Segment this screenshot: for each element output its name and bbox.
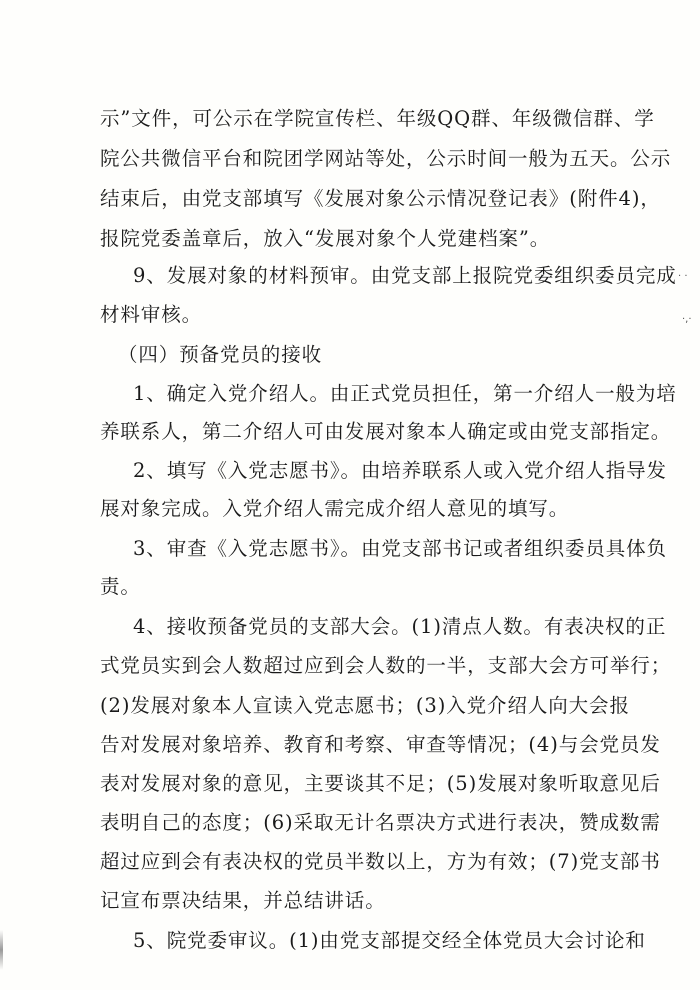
section-heading: （四）预备党员的接收 [118, 343, 323, 366]
paragraph-first-line: 4、接收预备党员的支部大会。(1)清点人数。有表决权的正 [133, 615, 667, 638]
text-line: 责。 [100, 575, 141, 598]
text-line: 展对象完成。入党介绍人需完成介绍人意见的填写。 [100, 497, 570, 520]
scan-edge-shadow [0, 930, 3, 970]
paragraph-first-line: 9、发展对象的材料预审。由党支部上报院党委组织委员完成 [133, 264, 677, 287]
text-line: 表对发展对象的意见，主要谈其不足；(5)发展对象听取意见后 [100, 772, 661, 795]
text-line: 记宣布票决结果，并总结讲话。 [100, 889, 386, 912]
text-line: 院公共微信平台和院团学网站等处，公示时间一般为五天。公示 [100, 147, 672, 170]
text-line: 示”文件，可公示在学院宣传栏、年级QQ群、年级微信群、学 [100, 107, 655, 130]
text-line: 超过应到会有表决权的党员半数以上，方为有效；(7)党支部书 [100, 850, 661, 873]
text-line: 结束后，由党支部填写《发展对象公示情况登记表》(附件4)， [100, 187, 661, 210]
paragraph-first-line: 5、院党委审议。(1)由党支部提交经全体党员大会讨论和 [133, 929, 646, 952]
text-line: 式党员实到会人数超过应到会人数的一半，支部大会方可举行； [100, 654, 672, 677]
text-line: 养联系人，第二介绍人可由发展对象本人确定或由党支部指定。 [100, 420, 672, 443]
scan-speck: ·,· [682, 314, 692, 325]
scan-speck: · · [678, 271, 688, 282]
text-line: 材料审核。 [100, 303, 203, 326]
text-line: (2)发展对象本人宣读入党志愿书；(3)入党介绍人向大会报 [100, 694, 630, 717]
text-line: 报院党委盖章后，放入“发展对象个人党建档案”。 [100, 227, 551, 250]
paragraph-first-line: 3、审查《入党志愿书》。由党支部书记或者组织委员具体负 [133, 537, 667, 560]
paragraph-first-line: 1、确定入党介绍人。由正式党员担任，第一介绍人一般为培 [133, 382, 677, 405]
paragraph-first-line: 2、填写《入党志愿书》。由培养联系人或入党介绍人指导发 [133, 459, 667, 482]
text-line: 表明自己的态度；(6)采取无计名票决方式进行表决，赞成数需 [100, 811, 661, 834]
text-line: 告对发展对象培养、教育和考察、审查等情况；(4)与会党员发 [100, 733, 661, 756]
